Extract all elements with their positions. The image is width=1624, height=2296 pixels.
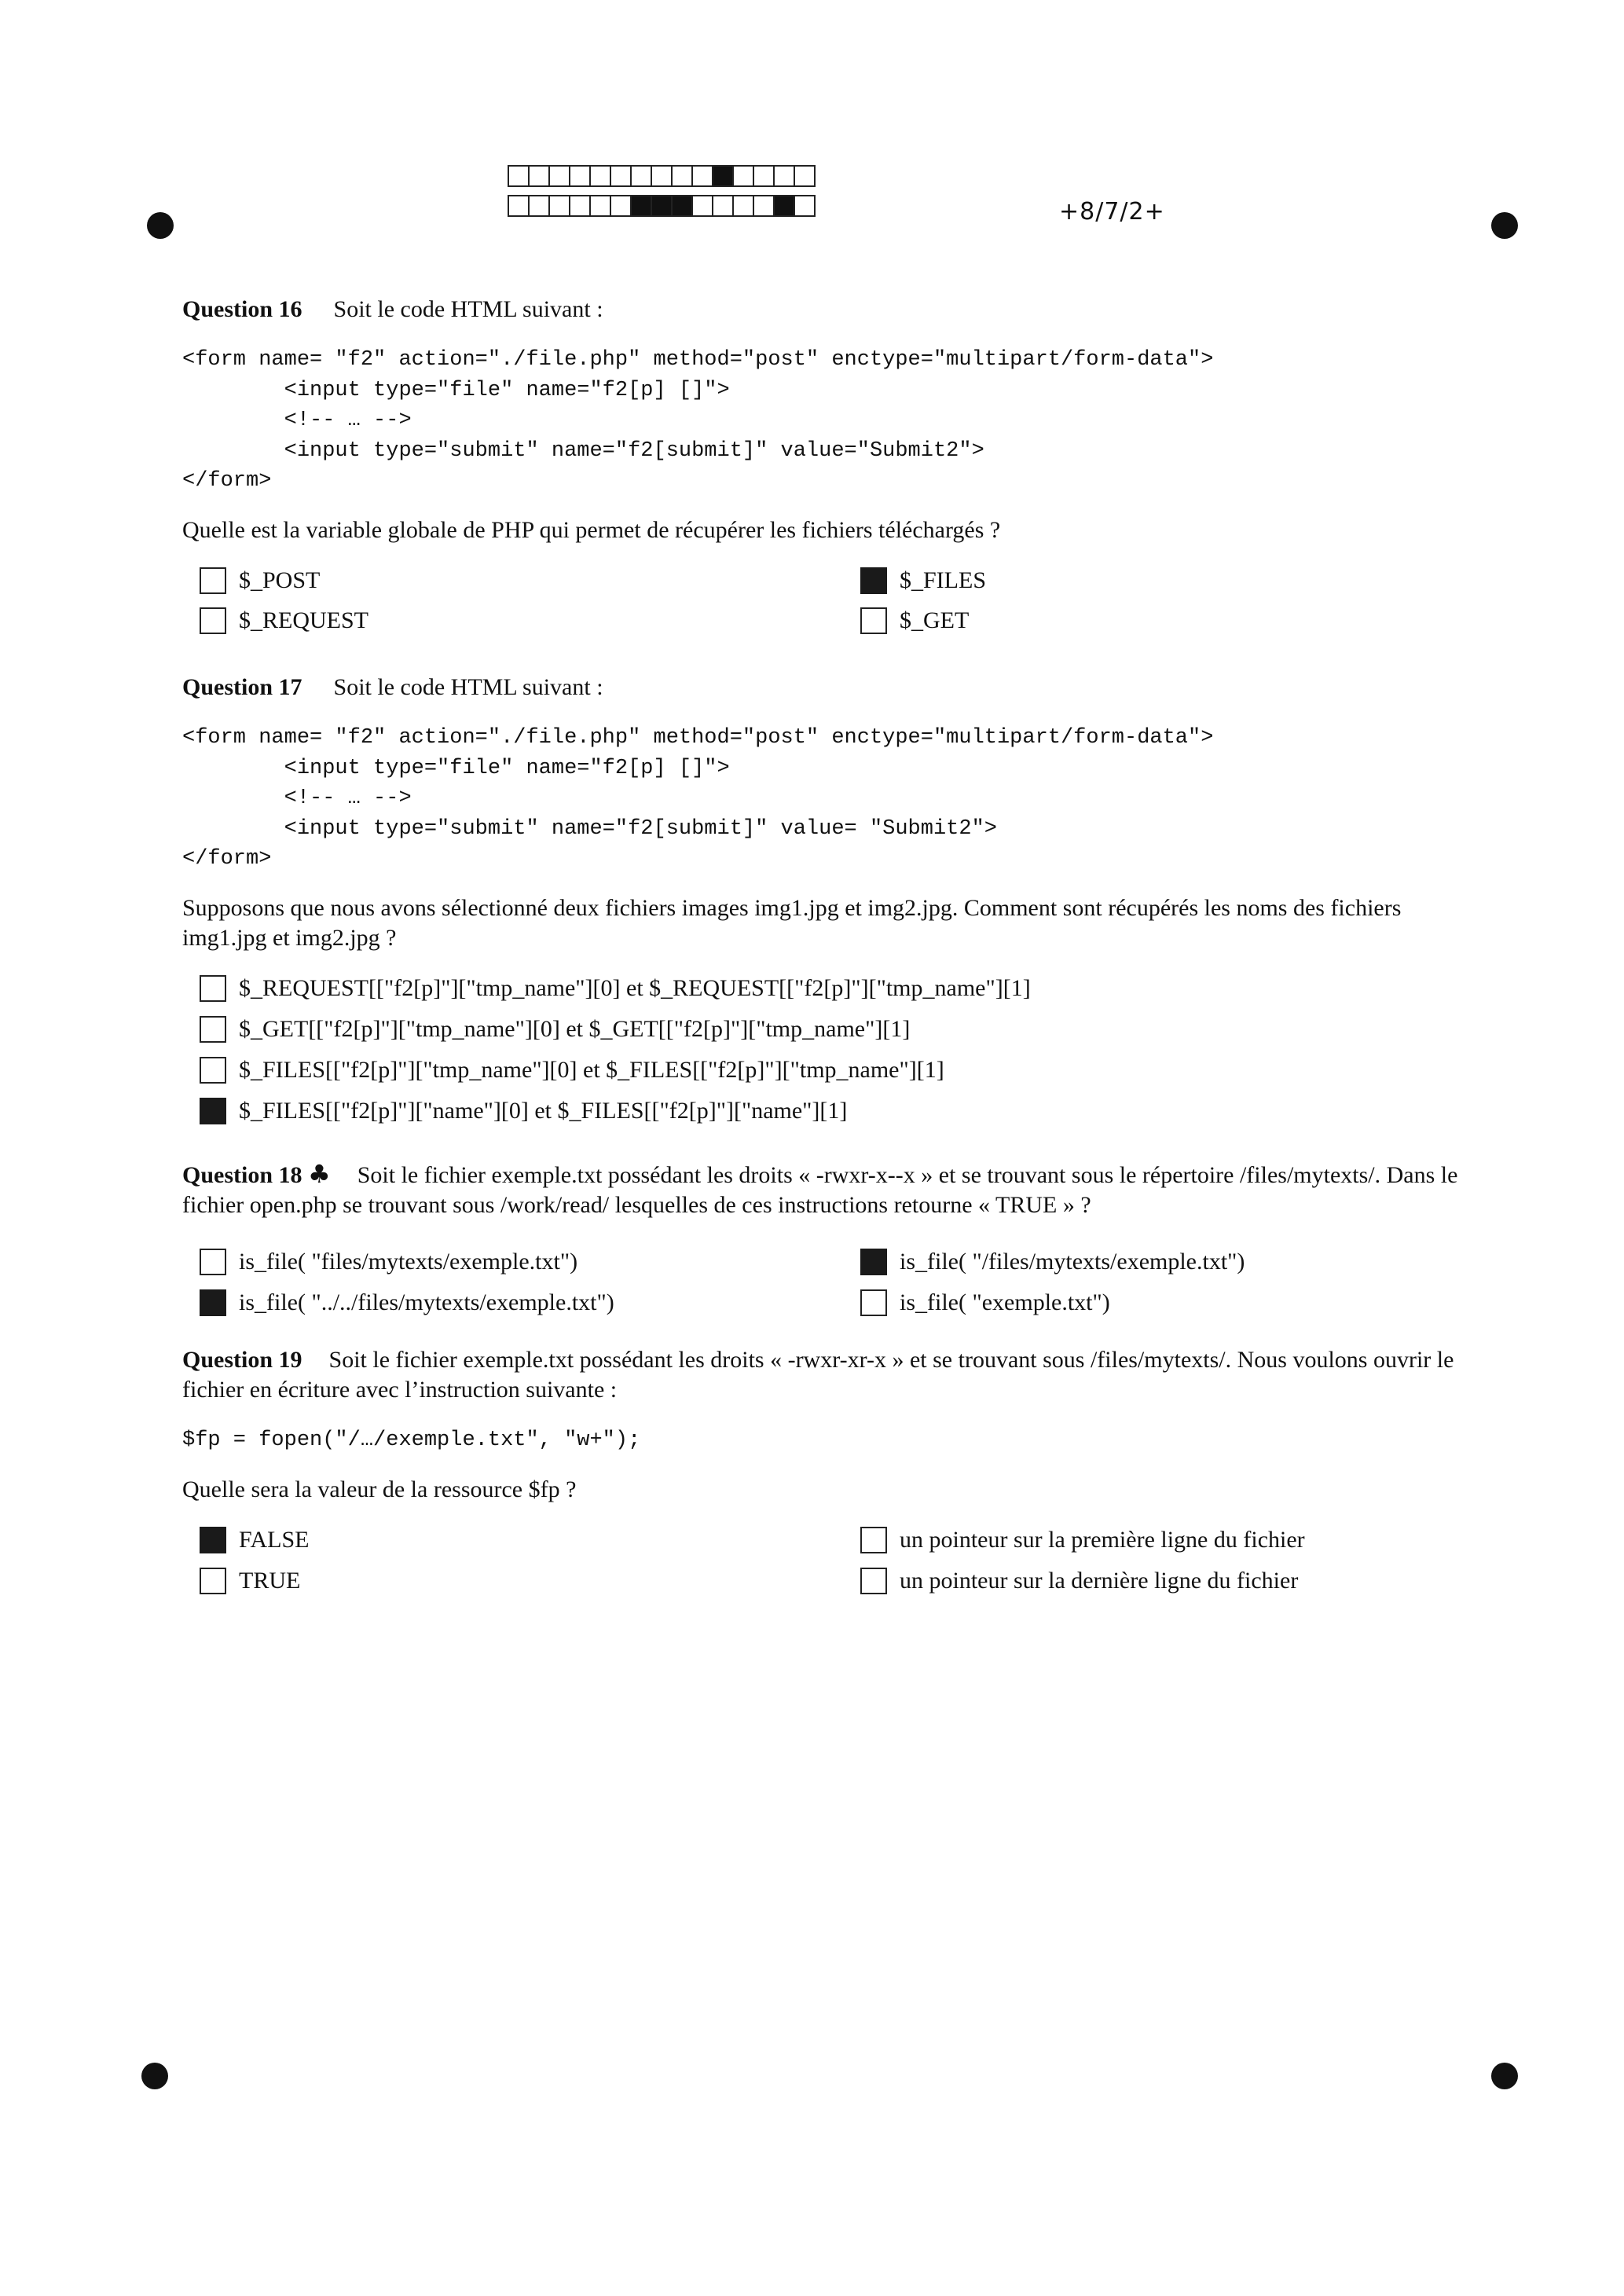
code-line: </form> <box>182 469 272 493</box>
question-title: Question 18 ♣ <box>182 1159 331 1189</box>
registration-mark-bottom-left <box>141 2063 168 2089</box>
option-label: $_GET <box>900 607 970 633</box>
code-grid-row-1 <box>508 165 814 187</box>
code-line: <input type="submit" name="f2[submit]" value="Submit2"> <box>182 438 984 463</box>
code-cell-empty <box>691 165 713 187</box>
option-label: $_REQUEST <box>239 607 368 633</box>
checkbox[interactable] <box>200 1527 226 1553</box>
code-cell-filled <box>671 195 693 217</box>
question-title: Question 19 <box>182 1347 302 1373</box>
code-cell-empty <box>773 165 795 187</box>
code-cell-empty <box>671 165 693 187</box>
question-title: Question 17 <box>182 674 302 700</box>
code-grid-row-2 <box>508 195 814 217</box>
code-line: $fp = fopen("/…/exemple.txt", "w+"); <box>182 1429 641 1452</box>
code-block <box>182 723 1471 875</box>
question-title: Question 16 <box>182 296 302 322</box>
answer-option[interactable] <box>200 1247 577 1277</box>
code-line: <input type="file" name="f2[p] []"> <box>182 378 730 402</box>
answer-option[interactable] <box>200 1288 614 1318</box>
code-cell-empty <box>569 165 591 187</box>
code-cell-empty <box>589 165 611 187</box>
code-cell-empty <box>589 195 611 217</box>
checkbox[interactable] <box>860 1289 887 1316</box>
checkbox[interactable] <box>860 1249 887 1275</box>
question-prompt: Quelle est la variable globale de PHP qui permet de récupérer les fichiers téléchargés ? <box>182 516 1001 543</box>
code-cell-empty <box>528 165 550 187</box>
question-16 <box>182 295 1471 636</box>
question-intro: Soit le fichier exemple.txt possédant les droits « -rwxr-xr-x » et se trouvant sous /files/mytexts/. Nous voulons ouvrir le fichier en écriture avec l’instruction suivante : <box>182 1347 1454 1403</box>
code-cell-empty <box>548 165 570 187</box>
answer-options <box>182 974 1471 1127</box>
code-line: <input type="file" name="f2[p] []"> <box>182 756 730 780</box>
option-label: un pointeur sur la dernière ligne du fichier <box>900 1567 1299 1594</box>
checkbox[interactable] <box>200 607 226 634</box>
question-prompt: Quelle sera la valeur de la ressource $fp ? <box>182 1476 577 1502</box>
checkbox[interactable] <box>200 1016 226 1043</box>
answer-option[interactable] <box>860 1247 1245 1277</box>
question-prompt: Supposons que nous avons sélectionné deux fichiers images img1.jpg et img2.jpg. Comment sont récupérés les noms des fichiers img1.jpg et img2.jpg ? <box>182 894 1402 951</box>
code-cell-empty <box>508 195 530 217</box>
code-line: <form name= "f2" action="./file.php" method="post" enctype="multipart/form-data"> <box>182 348 1214 372</box>
code-cell-filled <box>712 165 734 187</box>
code-cell-empty <box>753 195 775 217</box>
question-intro-block <box>182 1345 1471 1405</box>
code-cell-empty <box>508 165 530 187</box>
question-18 <box>182 1159 1471 1319</box>
answer-option[interactable] <box>200 974 1031 1003</box>
option-label: TRUE <box>239 1567 301 1594</box>
code-cell-empty <box>794 165 816 187</box>
option-label: is_file( "exemple.txt") <box>900 1289 1110 1315</box>
option-label: un pointeur sur la première ligne du fichier <box>900 1526 1305 1553</box>
page-number: +8/7/2+ <box>1059 198 1165 226</box>
option-label: $_GET[["f2[p]"]["tmp_name"][0] et $_GET[["f2[p]"]["tmp_name"][1] <box>239 1015 911 1042</box>
checkbox[interactable] <box>200 1568 226 1594</box>
answer-option[interactable] <box>200 1096 847 1126</box>
option-label: $_FILES[["f2[p]"]["tmp_name"][0] et $_FILES[["f2[p]"]["tmp_name"][1] <box>239 1056 944 1083</box>
answer-option[interactable] <box>860 566 986 596</box>
answer-options <box>182 566 1471 636</box>
code-cell-empty <box>630 165 652 187</box>
checkbox[interactable] <box>860 1527 887 1553</box>
code-cell-empty <box>528 195 550 217</box>
question-intro: Soit le code HTML suivant : <box>333 296 603 322</box>
code-line: <!-- … --> <box>182 787 412 810</box>
code-cell-empty <box>732 165 754 187</box>
question-intro: Soit le code HTML suivant : <box>333 674 603 700</box>
option-label: FALSE <box>239 1526 310 1553</box>
registration-mark-top-left <box>147 212 174 239</box>
question-19 <box>182 1345 1471 1597</box>
code-cell-empty <box>712 195 734 217</box>
option-label: $_FILES <box>900 567 987 593</box>
checkbox[interactable] <box>200 975 226 1002</box>
code-cell-empty <box>569 195 591 217</box>
checkbox[interactable] <box>200 1249 226 1275</box>
answer-option[interactable] <box>200 1014 910 1044</box>
question-17 <box>182 673 1471 1127</box>
question-intro: Soit le fichier exemple.txt possédant les droits « -rwxr-x--x » et se trouvant sous le répertoire /files/mytexts/. Dans le fichier open.php se trouvant sous /work/read/ lesquelles de ces instructions retourne « TRUE » ? <box>182 1162 1458 1218</box>
club-icon: ♣ <box>308 1159 331 1189</box>
code-cell-empty <box>610 165 632 187</box>
checkbox[interactable] <box>200 1057 226 1084</box>
answer-option[interactable] <box>860 1525 1305 1555</box>
checkbox[interactable] <box>860 1568 887 1594</box>
code-line: <!-- … --> <box>182 409 412 432</box>
code-cell-empty <box>732 195 754 217</box>
code-cell-filled <box>651 195 673 217</box>
code-cell-empty <box>691 195 713 217</box>
checkbox[interactable] <box>200 1098 226 1124</box>
checkbox[interactable] <box>200 567 226 594</box>
code-line: </form> <box>182 847 272 871</box>
code-cell-filled <box>773 195 795 217</box>
answer-option[interactable] <box>200 566 320 596</box>
code-cell-empty <box>548 195 570 217</box>
answer-option[interactable] <box>860 1288 1110 1318</box>
code-cell-empty <box>610 195 632 217</box>
code-cell-empty <box>651 165 673 187</box>
answer-option[interactable] <box>200 1055 944 1085</box>
code-cell-empty <box>794 195 816 217</box>
registration-mark-top-right <box>1491 212 1518 239</box>
code-block <box>182 1425 1471 1456</box>
answer-option[interactable] <box>860 606 969 636</box>
answer-options <box>182 1247 1471 1319</box>
answer-option[interactable] <box>200 1525 309 1555</box>
code-cell-filled <box>630 195 652 217</box>
registration-mark-bottom-right <box>1491 2063 1518 2089</box>
checkbox[interactable] <box>200 1289 226 1316</box>
option-label: is_file( "../../files/mytexts/exemple.txt") <box>239 1289 614 1315</box>
checkbox[interactable] <box>860 607 887 634</box>
option-label: $_POST <box>239 567 321 593</box>
answer-option[interactable] <box>860 1566 1298 1596</box>
answer-option[interactable] <box>200 1566 300 1596</box>
answer-options <box>182 1525 1471 1597</box>
code-line: <input type="submit" name="f2[submit]" value= "Submit2"> <box>182 816 997 841</box>
option-label: $_REQUEST[["f2[p]"]["tmp_name"][0] et $_REQUEST[["f2[p]"]["tmp_name"][1] <box>239 974 1031 1001</box>
answer-option[interactable] <box>200 606 368 636</box>
option-label: is_file( "files/mytexts/exemple.txt") <box>239 1249 578 1275</box>
code-block <box>182 345 1471 497</box>
code-line: <form name= "f2" action="./file.php" method="post" enctype="multipart/form-data"> <box>182 726 1214 750</box>
checkbox[interactable] <box>860 567 887 594</box>
option-label: is_file( "/files/mytexts/exemple.txt") <box>900 1249 1245 1275</box>
code-cell-empty <box>753 165 775 187</box>
option-label: $_FILES[["f2[p]"]["name"][0] et $_FILES[["f2[p]"]["name"][1] <box>239 1097 848 1124</box>
